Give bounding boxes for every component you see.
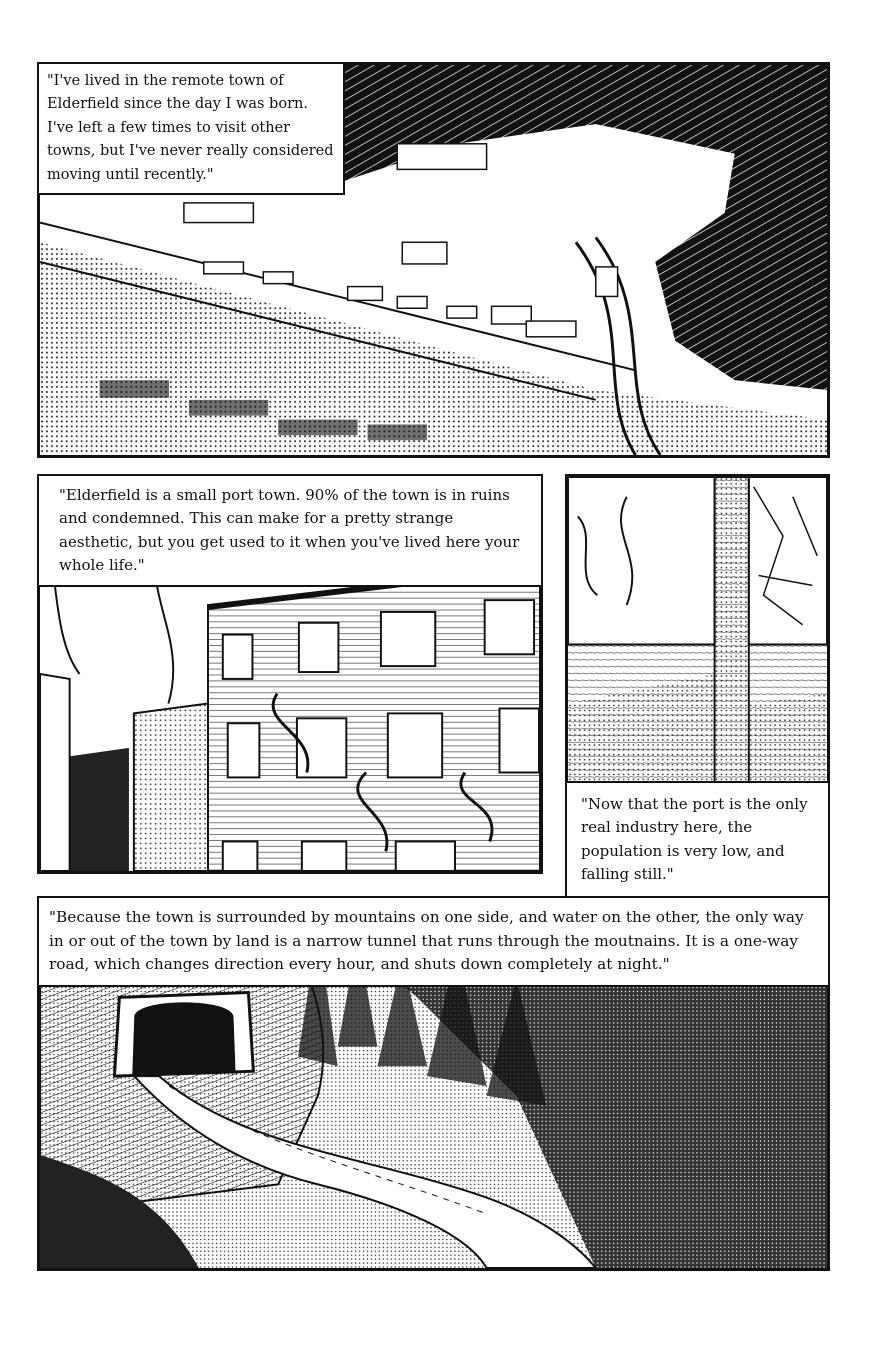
caption-mountain-tunnel: "Because the town is surrounded by mountains on one side, and water on the other, the only way in or out of the town by land is a narrow tunnel that runs through the moutnains. It is a one-way road, which changes direction every hour, and shuts down completely at night." xyxy=(37,896,830,987)
caption-town-overview: "I've lived in the remote town of Elderfield since the day I was born. I've left a few times to visit other towns, but I've never really considered moving until recently." xyxy=(37,62,345,195)
caption-broken-window-closeup: "Now that the port is the only real industry here, the population is very low, and falling still." xyxy=(565,781,830,898)
caption-ruined-building: "Elderfield is a small port town. 90% of the town is in ruins and condemned. This can make for a pretty strange aesthetic, but you get used to it when you've lived here your whole life." xyxy=(37,474,543,587)
